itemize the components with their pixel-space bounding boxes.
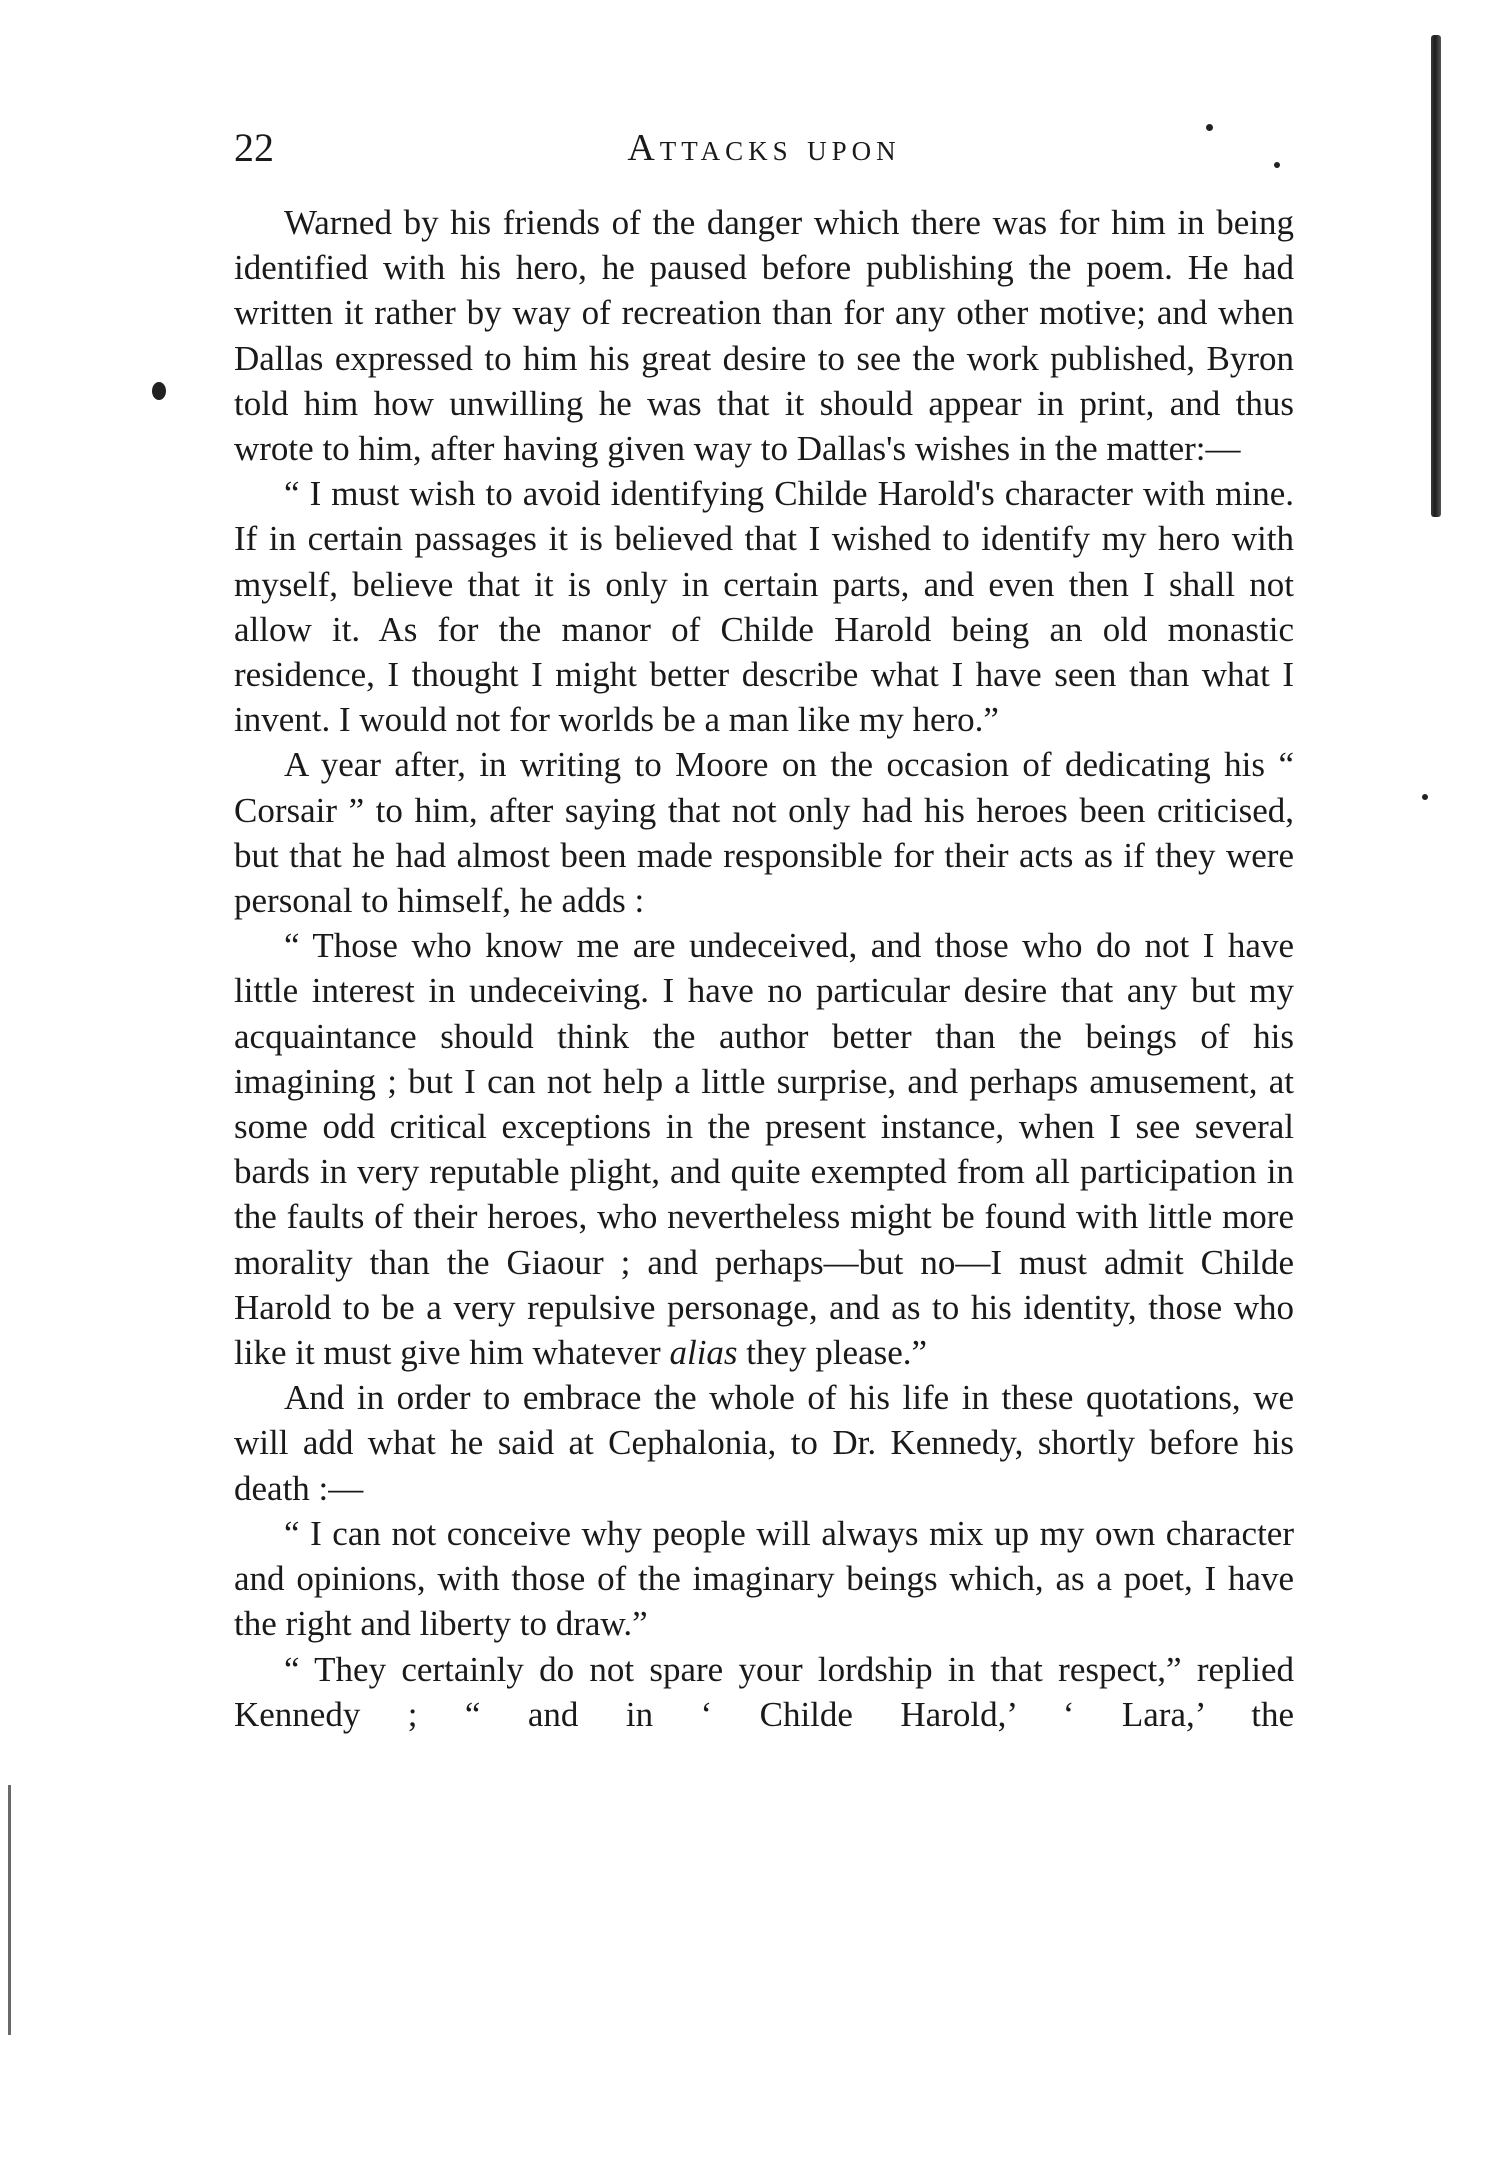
page-number: 22	[234, 125, 274, 170]
paragraph: And in order to embrace the whole of his life in these quotations, we will add what he said at Cephalonia, to Dr. Kennedy, shortly before his death :—	[234, 1378, 1294, 1508]
quote-paragraph	[234, 923, 1294, 1375]
ink-spot	[152, 382, 166, 400]
quote-text-end: they please.”	[746, 1333, 928, 1373]
quote-paragraph: “ I can not conceive why people will always mix up my own character and opinions, with those of the imaginary beings which, as a poet, I have the right and liberty to draw.”	[234, 1513, 1294, 1644]
quote-text: “ Those who know me are undeceived, and those who do not I have little interest in undeceiving. I have no particular desire that any but my acquaintance should think the author better than the beings of his imagining ; but I can not help a little surprise, and perhaps amusement, at some odd critical exceptions in the present instance, when I see several bards in very reputable plight, and quite exempted from all participation in the faults of their heroes, who nevertheless might be found with little more morality than the Giaour ; and perhaps—but no—I must admit Childe Harold to be a very repulsive personage, and as to his identity, those who like it must give him whatever	[234, 926, 1294, 1373]
italic-word: alias	[669, 1333, 738, 1373]
quote-paragraph: “ They certainly do not spare your lordship in that respect,” replied Kennedy ; “ and in ‘ Childe Harold,’ ‘ Lara,’ the	[234, 1649, 1294, 1734]
running-title: Attacks upon	[627, 127, 901, 169]
quote-paragraph: “ I must wish to avoid identifying Childe Harold's character with mine. If in certain passages it is believed that I wished to identify my hero with myself, believe that it is only in certain parts, and even then I shall not allow it. As for the manor of Childe Harold being an old monastic residence, I thought I might better describe what I have seen than what I invent. I would not for worlds be a man like my hero.”	[234, 474, 1294, 740]
page-header	[234, 118, 1294, 178]
scan-edge-shadow	[1431, 35, 1441, 517]
body-text	[234, 200, 1294, 1737]
scan-edge-line	[8, 1785, 11, 2035]
paragraph: A year after, in writing to Moore on the occasion of dedicating his “ Corsair ” to him, after saying that not only had his heroes been criticised, but that he had almost been made responsible for their acts as if they were personal to himself, he adds :	[234, 745, 1294, 921]
ink-spot	[1422, 794, 1428, 800]
paragraph: Warned by his friends of the danger which there was for him in being identified with his hero, he paused before publishing the poem. He had written it rather by way of recreation than for any other motive; and when Dallas expressed to him his great desire to see the work published, Byron told him how unwilling he was that it should appear in print, and thus wrote to him, after having given way to Dallas's wishes in the matter:—	[234, 203, 1294, 469]
